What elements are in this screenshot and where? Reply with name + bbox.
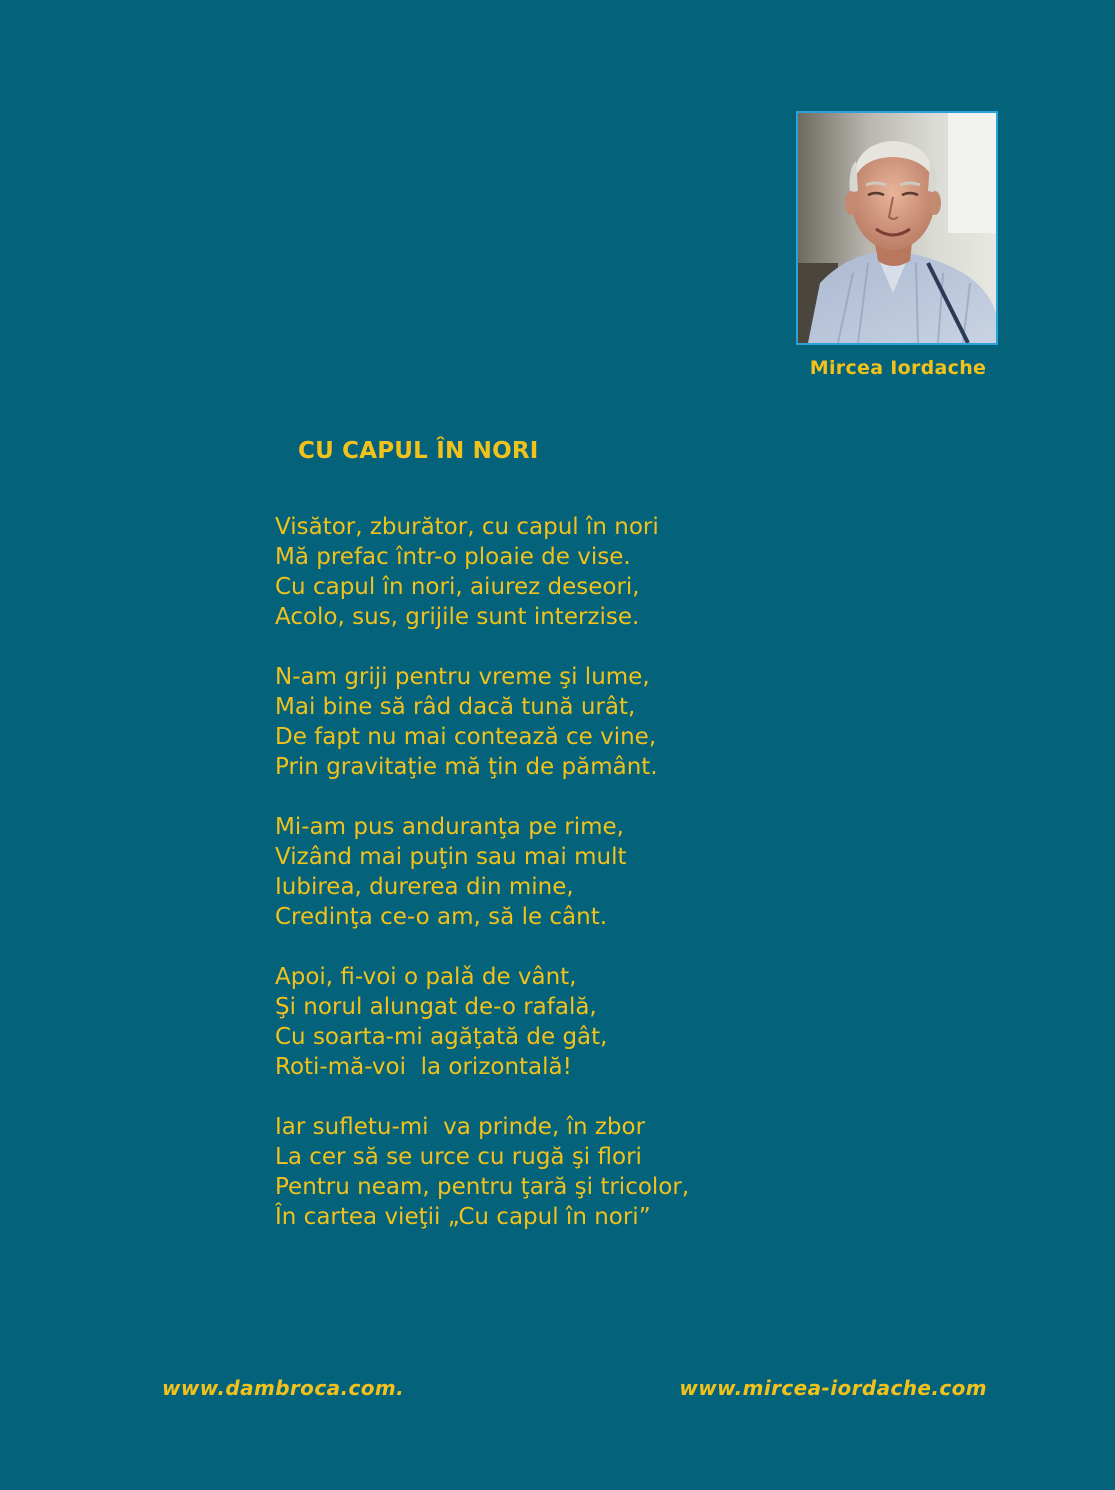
poem-title: CU CAPUL ÎN NORI (298, 438, 539, 464)
verse-line: La cer să se urce cu rugă şi flori (275, 1144, 642, 1170)
poem-body (275, 512, 795, 1262)
stanza (275, 962, 795, 1082)
verse-line: Prin gravitaţie mă ţin de pământ. (275, 754, 658, 780)
verse-line: Cu capul în nori, aiurez deseori, (275, 574, 640, 600)
verse-line: Mi-am pus anduranţa pe rime, (275, 814, 624, 840)
stanza (275, 812, 795, 932)
verse-line: Cu soarta-mi agăţată de gât, (275, 1024, 608, 1050)
verse-line: Şi norul alungat de-o rafală, (275, 994, 597, 1020)
verse-line: Iar sufletu-mi va prinde, în zbor (275, 1114, 646, 1140)
verse-line: Roti-mă-voi la orizontală! (275, 1054, 572, 1080)
dambroca-link[interactable]: www.dambroca.com. (162, 1376, 405, 1400)
verse-line: În cartea vieţii „Cu capul în nori” (275, 1204, 651, 1230)
author-portrait-icon (798, 113, 996, 343)
author-photo (796, 111, 998, 345)
verse-line: Acolo, sus, grijile sunt interzise. (275, 604, 640, 630)
verse-line: Credinţa ce-o am, să le cânt. (275, 904, 608, 930)
author-name: Mircea Iordache (809, 357, 987, 379)
verse-line: Mă prefac într-o ploaie de vise. (275, 544, 631, 570)
verse-line: Visător, zburător, cu capul în nori (275, 514, 659, 540)
stanza (275, 662, 795, 782)
verse-line: N-am griji pentru vreme şi lume, (275, 664, 650, 690)
verse-line: Mai bine să râd dacă tună urât, (275, 694, 636, 720)
verse-line: De fapt nu mai contează ce vine, (275, 724, 657, 750)
verse-line: Apoi, fi-voi o palǎ de vânt, (275, 964, 577, 990)
verse-line: Vizând mai puţin sau mai mult (275, 844, 627, 870)
verse-line: Pentru neam, pentru ţară şi tricolor, (275, 1174, 690, 1200)
verse-line: Iubirea, durerea din mine, (275, 874, 574, 900)
stanza (275, 512, 795, 632)
stanza (275, 1112, 795, 1232)
mircea-iordache-link[interactable]: www.mircea-iordache.com (679, 1376, 987, 1400)
